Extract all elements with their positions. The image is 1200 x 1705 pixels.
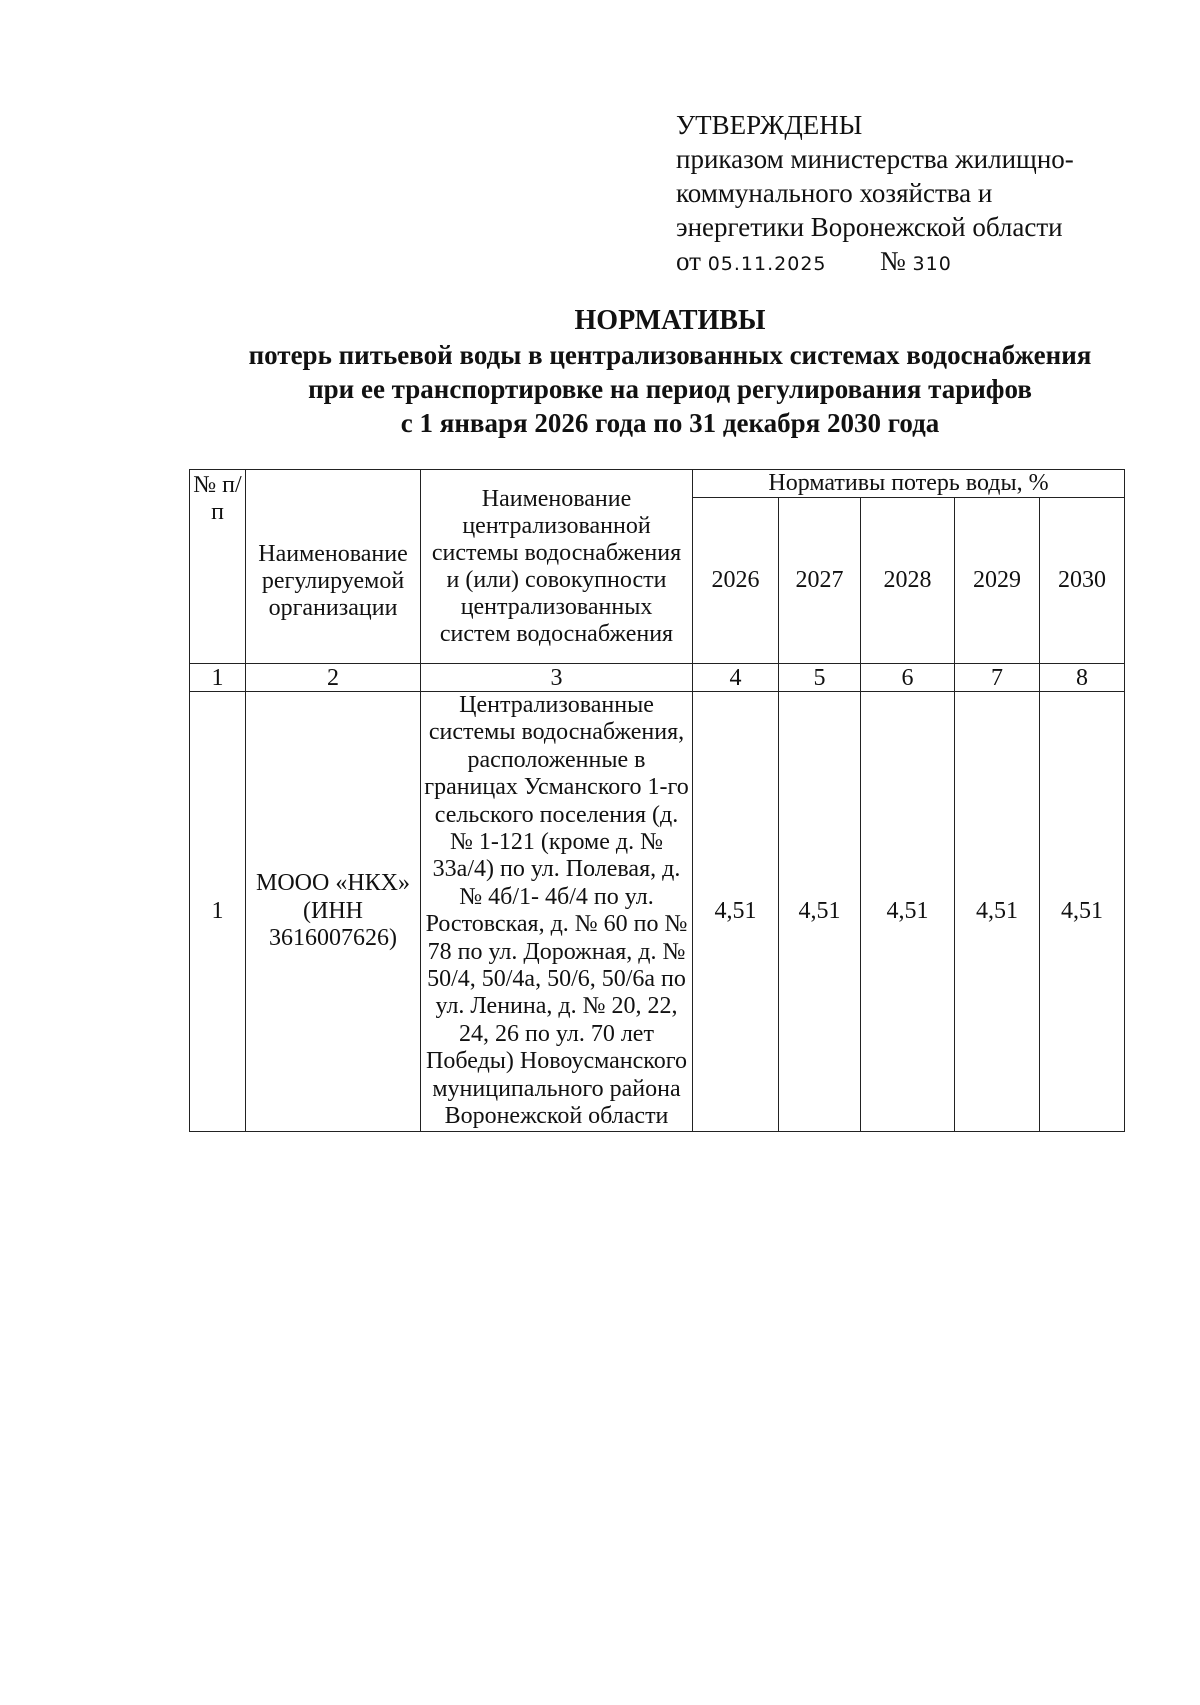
document-title [0, 304, 1200, 440]
title-line-1: НОРМАТИВЫ [574, 305, 766, 336]
row-value-2029: 4,51 [955, 692, 1040, 1132]
column-numbers-row [190, 664, 1125, 692]
row-value-2030: 4,51 [1040, 692, 1125, 1132]
header-year: 2027 [779, 498, 861, 664]
row-system: Централизованные системы водоснабжения, расположенные в границах Усманского 1-го сельского поселения (д. № 1-121 (кроме д. № 33а/4) по ул. Полевая, д. № 4б/1- 4б/4 по ул. Ростовская, д. № 60 по № 78 по ул. Дорожная, д. № 50/4, 50/4а, 50/6, 50/6а по ул. Ленина, д. № 20, 22, 24, 26 по ул. 70 лет Победы) Новоусманского муниципального района Воронежской области [421, 692, 693, 1132]
approval-block [676, 108, 1074, 281]
column-number: 1 [190, 664, 246, 692]
header-year: 2030 [1040, 498, 1125, 664]
column-number: 2 [246, 664, 421, 692]
title-line-4: с 1 января 2026 года по 31 декабря 2030 года [400, 408, 940, 438]
header-year: 2029 [955, 498, 1040, 664]
date-value: 05.11.2025 [707, 253, 827, 275]
column-number: 5 [779, 664, 861, 692]
header-row [190, 470, 1125, 498]
row-org: МООО «НКХ» (ИНН 3616007626) [246, 692, 421, 1132]
approval-line-3: энергетики Воронежской области [676, 212, 1063, 242]
column-number: 7 [955, 664, 1040, 692]
column-number: 3 [421, 664, 693, 692]
column-number: 8 [1040, 664, 1125, 692]
row-num: 1 [190, 692, 246, 1132]
header-system: Наименование централизованной системы водоснабжения и (или) совокупности централизованных систем водоснабжения [421, 470, 693, 664]
header-year: 2026 [693, 498, 779, 664]
date-prefix: от [676, 246, 701, 276]
row-value-2026: 4,51 [693, 692, 779, 1132]
table-row [190, 692, 1125, 1132]
header-num: № п/п [190, 470, 246, 664]
column-number: 4 [693, 664, 779, 692]
header-org: Наименование регулируемой организации [246, 470, 421, 664]
header-norms: Нормативы потерь воды, % [693, 470, 1125, 498]
approval-line-2: коммунального хозяйства и [676, 178, 993, 208]
title-line-3: при ее транспортировке на период регулирования тарифов [308, 374, 1032, 404]
approval-line-1: приказом министерства жилищно- [676, 144, 1074, 174]
header-year: 2028 [861, 498, 955, 664]
norms-table [189, 469, 1125, 1132]
approval-heading: УТВЕРЖДЕНЫ [676, 110, 863, 140]
row-value-2027: 4,51 [779, 692, 861, 1132]
row-value-2028: 4,51 [861, 692, 955, 1132]
number-value: 310 [912, 253, 952, 275]
title-line-2: потерь питьевой воды в централизованных системах водоснабжения [248, 340, 1092, 370]
approval-date-line [676, 244, 1074, 281]
number-prefix: № [880, 246, 906, 276]
column-number: 6 [861, 664, 955, 692]
